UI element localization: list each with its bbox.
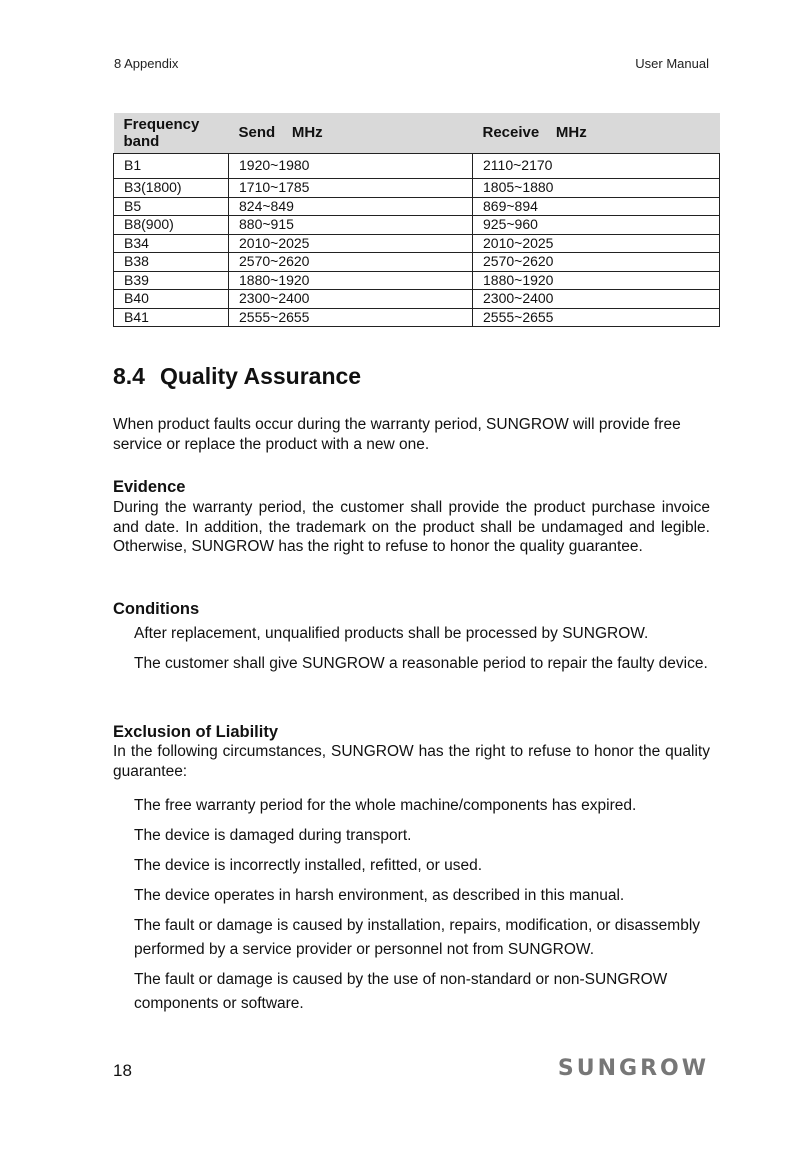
intro-paragraph: When product faults occur during the warranty period, SUNGROW will provide free service or replace the product with a new one. — [113, 416, 681, 453]
band-cell: B39 — [114, 271, 229, 290]
section-title — [113, 363, 361, 390]
receive-cell: 2570~2620 — [473, 253, 720, 272]
send-cell: 2555~2655 — [229, 308, 473, 327]
section-title-text: Quality Assurance — [159, 363, 362, 389]
send-cell: 1710~1785 — [229, 179, 473, 198]
list-item: The device is incorrectly installed, refitted, or used. — [134, 857, 483, 874]
send-cell: 1880~1920 — [229, 271, 473, 290]
table-row — [114, 234, 720, 253]
list-item: After replacement, unqualified products shall be processed by SUNGROW. — [134, 625, 649, 642]
receive-cell: 1805~1880 — [473, 179, 720, 198]
exclusion-heading: Exclusion of Liability — [113, 723, 279, 741]
band-cell: B5 — [114, 197, 229, 216]
evidence-heading: Evidence — [113, 478, 186, 496]
exclusion-paragraph: In the following circumstances, SUNGROW has the right to refuse to honor the quality guarantee: — [113, 743, 710, 780]
band-cell: B3(1800) — [114, 179, 229, 198]
table-row — [114, 271, 720, 290]
send-cell: 2010~2025 — [229, 234, 473, 253]
receive-cell: 1880~1920 — [473, 271, 720, 290]
band-cell: B1 — [114, 154, 229, 179]
send-cell: 880~915 — [229, 216, 473, 235]
table-row — [114, 308, 720, 327]
list-item: The fault or damage is caused by installation, repairs, modification, or disassembly performed by a service provider or personnel not from SUNGROW. — [134, 917, 701, 958]
section-number: 8.4 — [113, 363, 145, 389]
send-cell: 1920~1980 — [229, 154, 473, 179]
table-row — [114, 216, 720, 235]
conditions-list — [134, 622, 714, 682]
list-item: The fault or damage is caused by the use of non-standard or non-SUNGROW components or software. — [134, 971, 668, 1012]
table-row — [114, 253, 720, 272]
frequency-band-table — [113, 113, 720, 327]
list-item: The device operates in harsh environment, as described in this manual. — [134, 887, 625, 904]
column-header-send: Send MHz — [229, 113, 473, 154]
receive-cell: 2010~2025 — [473, 234, 720, 253]
running-header-title: User Manual — [635, 56, 709, 71]
band-cell: B40 — [114, 290, 229, 309]
table-row — [114, 197, 720, 216]
receive-cell: 869~894 — [473, 197, 720, 216]
receive-cell: 925~960 — [473, 216, 720, 235]
sungrow-logo: SUNGROW — [557, 1056, 709, 1081]
list-item: The free warranty period for the whole machine/components has expired. — [134, 797, 637, 814]
conditions-heading: Conditions — [113, 600, 200, 618]
table-row — [114, 290, 720, 309]
band-cell: B8(900) — [114, 216, 229, 235]
exclusion-list — [134, 794, 714, 1022]
receive-cell: 2555~2655 — [473, 308, 720, 327]
evidence-paragraph: During the warranty period, the customer shall provide the product purchase invoice and date. In addition, the trademark on the product shall be undamaged and legible. Otherwise, SUNGROW has the right to refuse to honor the quality guarantee. — [113, 499, 710, 555]
band-cell: B34 — [114, 234, 229, 253]
column-header-receive: Receive MHz — [473, 113, 720, 154]
list-item: The customer shall give SUNGROW a reasonable period to repair the faulty device. — [134, 655, 708, 672]
running-header-chapter: 8 Appendix — [114, 56, 179, 71]
band-cell: B41 — [114, 308, 229, 327]
table-row — [114, 179, 720, 198]
receive-cell: 2110~2170 — [473, 154, 720, 179]
send-cell: 2300~2400 — [229, 290, 473, 309]
table-header-row — [114, 113, 720, 154]
band-cell: B38 — [114, 253, 229, 272]
receive-cell: 2300~2400 — [473, 290, 720, 309]
page-number: 18 — [113, 1061, 132, 1080]
send-cell: 2570~2620 — [229, 253, 473, 272]
column-header-band: Frequency band — [114, 113, 229, 154]
send-cell: 824~849 — [229, 197, 473, 216]
table-row — [114, 154, 720, 179]
list-item: The device is damaged during transport. — [134, 827, 412, 844]
